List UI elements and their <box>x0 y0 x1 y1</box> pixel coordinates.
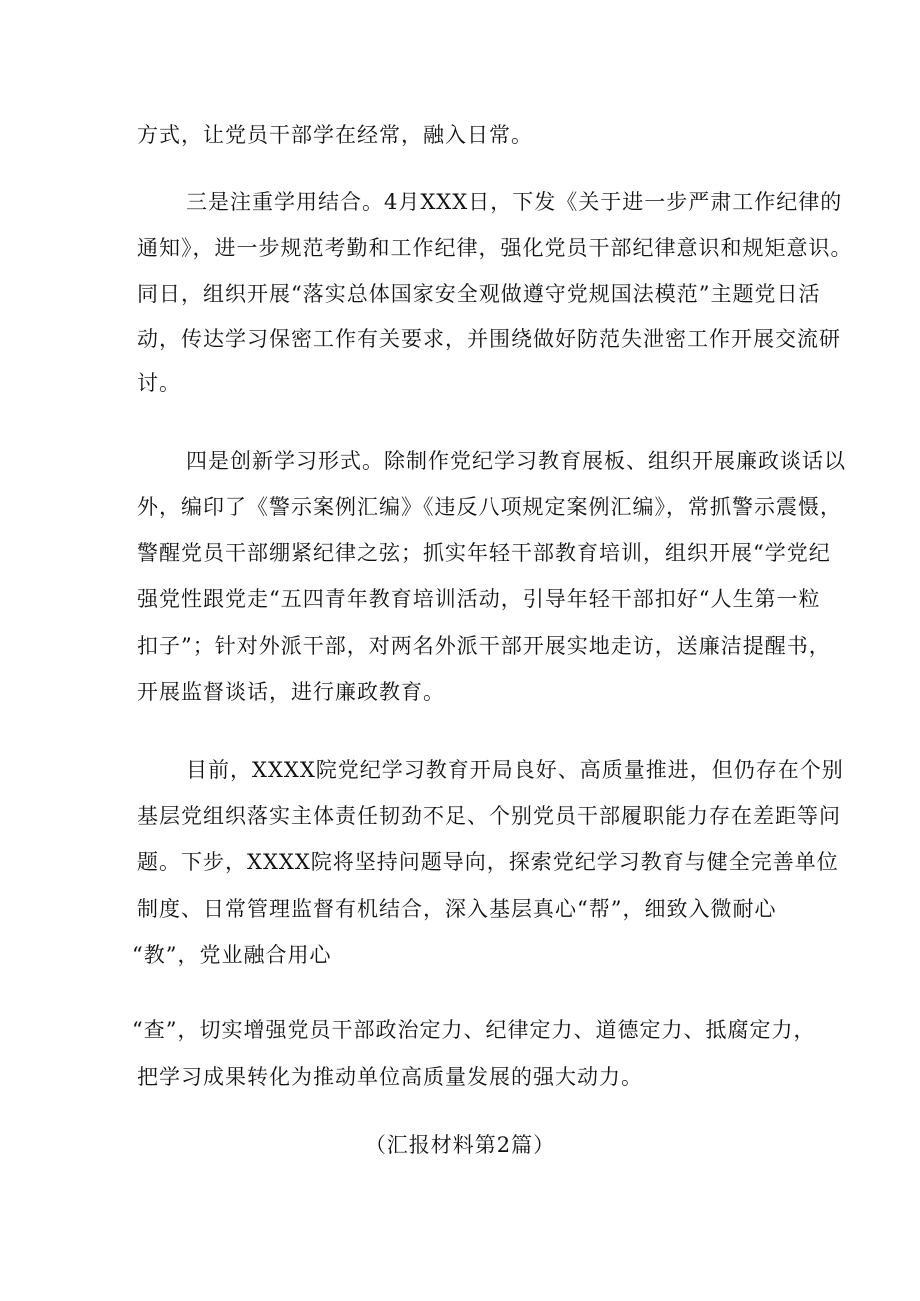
paragraph-3-line-6: 开展监督谈话，进行廉政教育。 <box>137 680 445 704</box>
paragraph-4-line-1: 目前，XXXX院党纪学习教育开局良好、高质量推进，但仍存在个别 <box>186 758 844 782</box>
paragraph-3-line-1: 四是创新学习形式。除制作党纪学习教育展板、组织开展廉政谈话以 <box>186 449 846 473</box>
paragraph-4-line-3: 题。下步，XXXX院将坚持问题导向，探索党纪学习教育与健全完善单位 <box>137 850 839 874</box>
paragraph-2-line-5: 讨。 <box>137 371 181 395</box>
paragraph-3-line-2: 外，编印了《警示案例汇编》《违反八项规定案例汇编》，常抓警示震慑， <box>137 495 842 519</box>
paragraph-4-line-2: 基层党组织落实主体责任韧劲不足、个别党员干部履职能力存在差距等问 <box>137 804 841 828</box>
paragraph-3-line-3: 警醒党员干部绷紧纪律之弦；抓实年轻干部教育培训，组织开展“学党纪 <box>137 541 831 565</box>
section-caption: （汇报材料第2篇） <box>364 1133 556 1157</box>
paragraph-2-line-4: 动，传达学习保密工作有关要求，并围绕做好防范失泄密工作开展交流研 <box>137 327 841 351</box>
paragraph-2-line-2: 通知》，进一步规范考勤和工作纪律，强化党员干部纪律意识和规矩意识。 <box>137 236 853 260</box>
paragraph-5-line-1: “查”，切实增强党员干部政治定力、纪律定力、道德定力、抵腐定力， <box>132 1018 816 1042</box>
paragraph-3-line-4: 强党性跟党走“五四青年教育培训活动，引导年轻干部扣好“人生第一粒 <box>137 587 821 611</box>
paragraph-1-line-1: 方式，让党员干部学在经常，融入日常。 <box>137 123 533 147</box>
paragraph-2-line-3: 同日，组织开展“落实总体国家安全观做遵守党规国法模范”主题党日活 <box>137 282 821 306</box>
paragraph-5-line-2: 把学习成果转化为推动单位高质量发展的强大动力。 <box>137 1065 643 1089</box>
paragraph-4-line-5: “教”，党业融合用心 <box>132 943 332 967</box>
paragraph-4-line-4: 制度、日常管理监督有机结合，深入基层真心“帮”，细致入微耐心 <box>137 897 777 921</box>
paragraph-2-line-1: 三是注重学用结合。4月XXX日，下发《关于进一步严肃工作纪律的 <box>186 190 843 214</box>
paragraph-3-line-5: 扣子”；针对外派干部，对两名外派干部开展实地走访，送廉洁提醒书， <box>137 634 831 658</box>
